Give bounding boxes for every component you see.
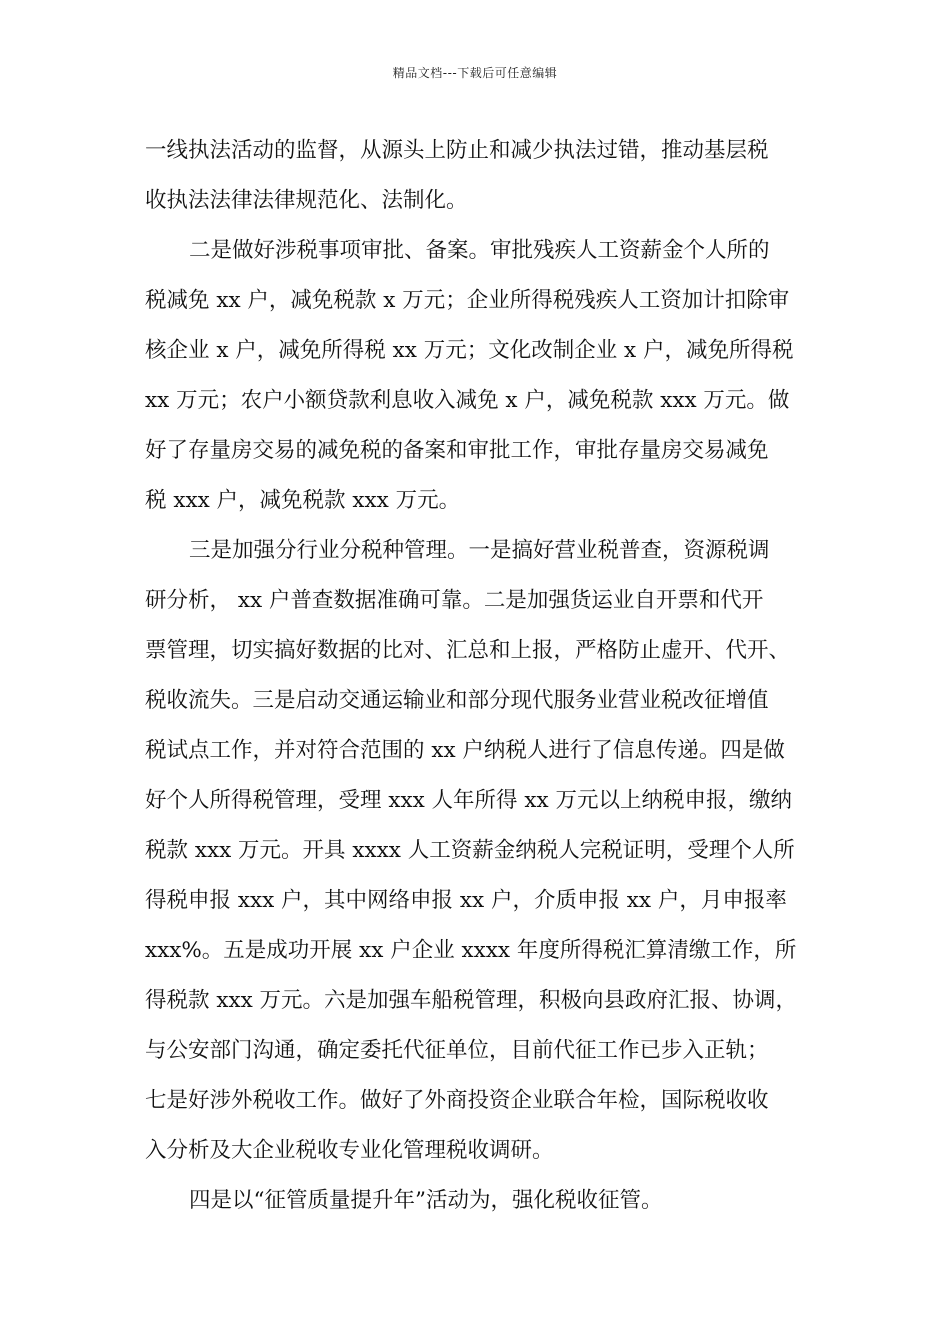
text-line: 核企业 x 户，减免所得税 xx 万元；文化改制企业 x 户，减免所得税: [145, 338, 794, 363]
paragraph-4-first-line: 四是以“征管质量提升年”活动为，强化税收征管。: [189, 1188, 663, 1213]
text-line: 票管理，切实搞好数据的比对、汇总和上报，严格防止虚开、代开、: [145, 638, 791, 663]
text-line: 好了存量房交易的减免税的备案和审批工作，审批存量房交易减免: [145, 438, 769, 463]
text-line: 得税款 xxx 万元。六是加强车船税管理，积极向县政府汇报、协调，: [145, 988, 798, 1013]
text-line: xx 万元；农户小额贷款利息收入减免 x 户，减免税款 xxx 万元。做: [145, 388, 790, 413]
paragraph-2-first-line: 二是做好涉税事项审批、备案。审批残疾人工资薪金个人所的: [189, 238, 770, 263]
text-line: 一线执法活动的监督，从源头上防止和减少执法过错，推动基层税: [145, 138, 769, 163]
text-line: 税款 xxx 万元。开具 xxxx 人工资薪金纳税人完税证明，受理个人所: [145, 838, 795, 863]
text-line: 税试点工作，并对符合范围的 xx 户纳税人进行了信息传递。四是做: [145, 738, 785, 763]
text-line: 税减免 xx 户，减免税款 x 万元；企业所得税残疾人工资加计扣除审: [145, 288, 790, 313]
text-line: 得税申报 xxx 户，其中网络申报 xx 户，介质申报 xx 户，月申报率: [145, 888, 787, 913]
text-line: 税收流失。三是启动交通运输业和部分现代服务业营业税改征增值: [145, 688, 769, 713]
text-line: 研分析， xx 户普查数据准确可靠。二是加强货运业自开票和代开: [145, 588, 764, 613]
text-line: 好个人所得税管理，受理 xxx 人年所得 xx 万元以上纳税申报，缴纳: [145, 788, 792, 813]
paragraph-3-first-line: 三是加强分行业分税种管理。一是搞好营业税普查，资源税调: [189, 538, 770, 563]
text-line: 与公安部门沟通，确定委托代征单位，目前代征工作已步入正轨；: [145, 1038, 769, 1063]
text-line: 税 xxx 户，减免税款 xxx 万元。: [145, 488, 461, 513]
text-line: 七是好涉外税收工作。做好了外商投资企业联合年检，国际税收收: [145, 1088, 769, 1113]
text-line: 入分析及大企业税收专业化管理税收调研。: [145, 1138, 554, 1163]
page-header: 精品文档---下载后可任意编辑: [392, 66, 558, 80]
text-line: xxx%。五是成功开展 xx 户企业 xxxx 年度所得税汇算清缴工作，所: [145, 938, 797, 963]
text-line: 收执法法律法律规范化、法制化。: [145, 188, 468, 213]
